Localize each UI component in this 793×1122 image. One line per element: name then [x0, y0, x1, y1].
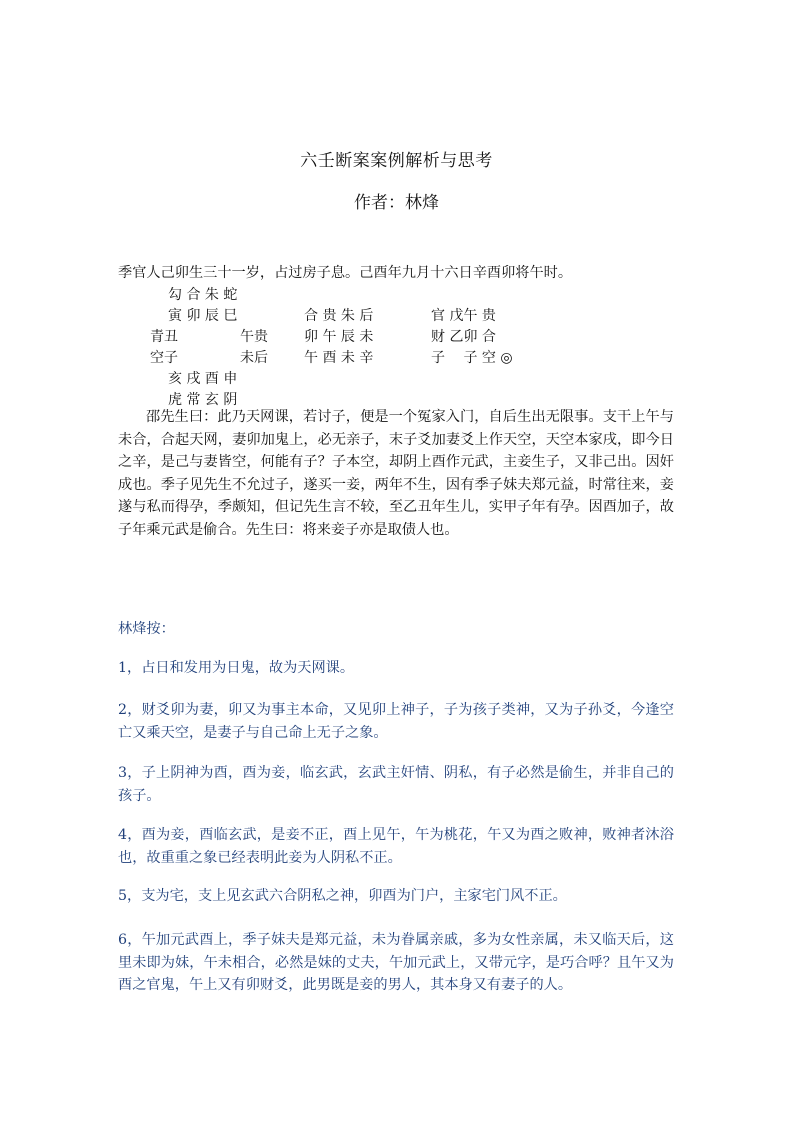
chart-row-2a: 寅 卯 辰 巳	[168, 308, 238, 324]
note-title: 林烽按：	[118, 621, 175, 637]
chart-row-6: 虎 常 玄 阴	[168, 392, 238, 408]
note-4: 4，酉为妾，酉临玄武，是妾不正，酉上见午，午为桃花，午又为酉之败神，败神者沐浴也，故重重之象已经表明此妾为人阴私不正。	[118, 827, 674, 866]
intro-paragraph: 季官人己卯生三十一岁，占过房子息。己酉年九月十六日辛酉卯将午时。	[118, 265, 573, 281]
chart-row-4b: 未后	[240, 350, 268, 366]
note-6: 6，午加元武酉上，季子妹夫是郑元益，未为眷属亲戚，多为女性亲属，未又临天后，这里未即为妹，午未相合，必然是妹的丈夫，午加元武上，又带元字，是巧合呼？且午又为酉之官鬼，午上又有卯财爻，此男既是妾的男人，其本身又有妻子的人。	[118, 932, 674, 993]
note-2: 2，财爻卯为妻，卯又为事主本命，又见卯上神子，子为孩子类神，又为子孙爻，今逢空亡又乘天空，是妻子与自己命上无子之象。	[118, 702, 674, 741]
note-3: 3，子上阴神为酉，酉为妾，临玄武，玄武主奸情、阴私，有子必然是偷生，并非自己的孩子。	[118, 765, 674, 804]
chart-row-5: 亥 戌 酉 申	[168, 371, 238, 387]
chart-row-4d: 子 子 空 ◎	[431, 350, 513, 366]
chart-row-3d: 财 乙卯 合	[431, 329, 496, 345]
chart-row-4c: 午 酉 未 辛	[304, 350, 374, 366]
note-5: 5，支为宅，支上见玄武六合阴私之神，卯酉为门户，主家宅门风不正。	[118, 888, 567, 904]
chart-row-1: 勾 合 朱 蛇	[168, 287, 238, 303]
author-line: 作者：林烽	[354, 193, 439, 213]
shao-paragraph: 邵先生曰：此乃天网课，若讨子，便是一个冤家入门，自后生出无限事。支干上午与未合，合起天网，妻卯加鬼上，必无亲子，末子爻加妻爻上作天空，天空本家戌，即今日之辛，是己与妻皆空，何能有子？子本空，却阴上酉作元武，主妾生子，又非己出。因奸成也。季子见先生不允过子，遂买一妾，两年不生，因有季子妹夫郑元益，时常往来，妾遂与私而得孕，季颇知，但记先生言不较，至乙丑年生儿，实甲子年有孕。因酉加子，故子年乘元武是偷合。先生曰：将来妾子亦是取债人也。	[118, 409, 674, 538]
chart-row-2b: 合 贵 朱 后	[304, 308, 374, 324]
note-1: 1，占日和发用为日鬼，故为天网课。	[118, 660, 355, 676]
document-title: 六壬断案案例解析与思考	[300, 151, 493, 171]
chart-row-4a: 空子	[150, 350, 178, 366]
chart-row-3a: 青丑	[150, 329, 178, 345]
chart-row-3c: 卯 午 辰 未	[304, 329, 374, 345]
liuren-chart	[118, 284, 678, 408]
chart-row-3b: 午贵	[240, 329, 268, 345]
chart-row-2c: 官 戊午 贵	[431, 308, 496, 324]
